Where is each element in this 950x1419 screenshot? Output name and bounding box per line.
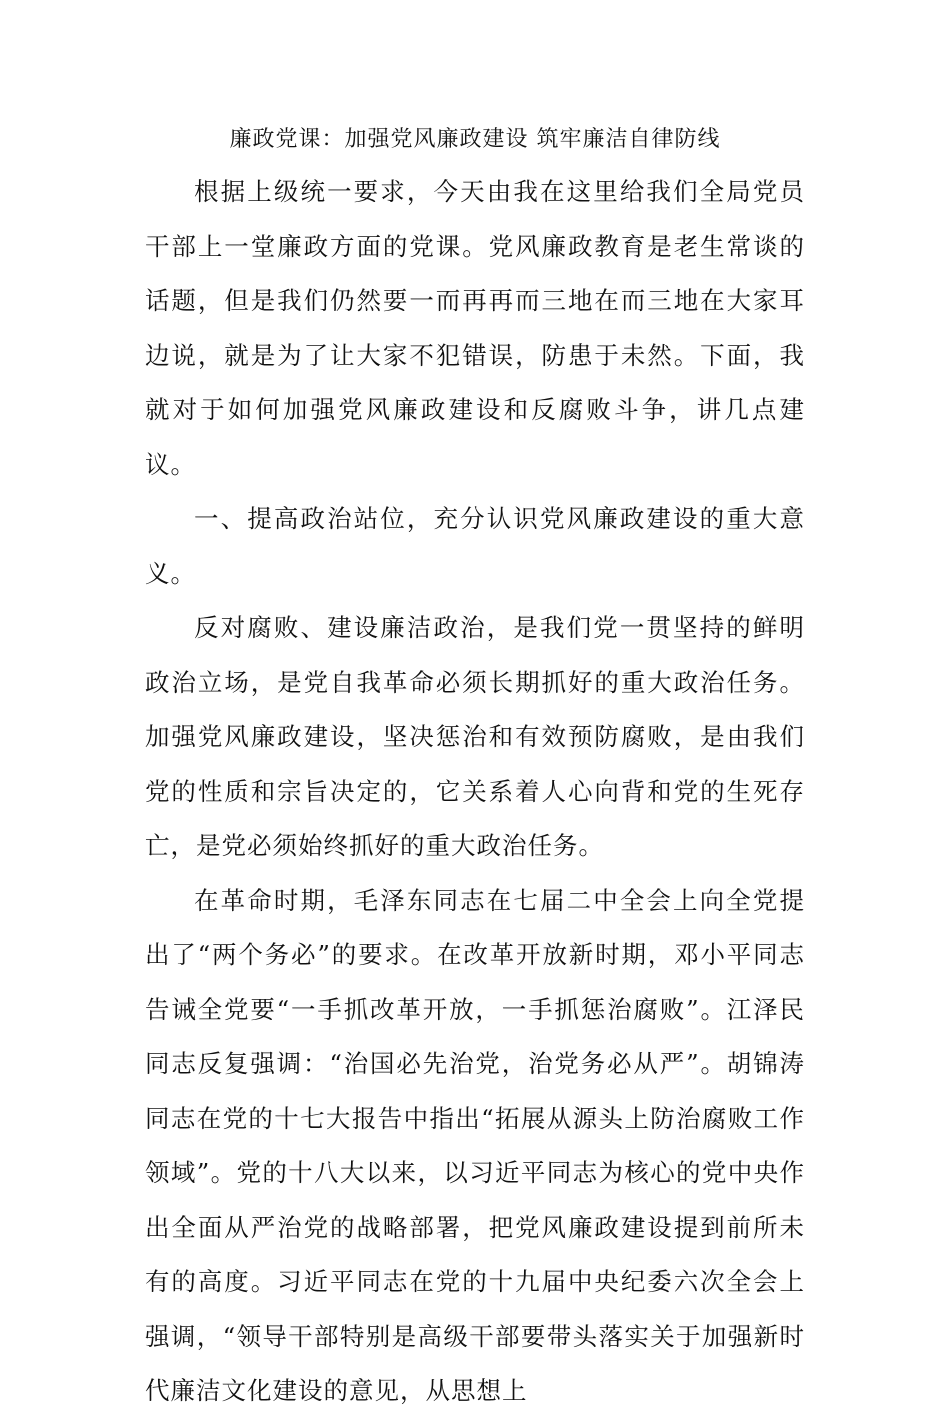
paragraph-anti-corruption: 反对腐败、建设廉洁政治，是我们党一贯坚持的鲜明政治立场，是党自我革命必须长期抓好的重大政治任务。加强党风廉政建设，坚决惩治和有效预防腐败，是由我们党的性质和宗旨决定的，它关系着人心向背和党的生死存亡，是党必须始终抓好的重大政治任务。 <box>145 613 805 860</box>
paragraph-intro: 根据上级统一要求，今天由我在这里给我们全局党员干部上一堂廉政方面的党课。党风廉政教育是老生常谈的话题，但是我们仍然要一而再再而三地在而三地在大家耳边说，就是为了让大家不犯错误，防患于未然。下面，我就对于如何加强党风廉政建设和反腐败斗争，讲几点建议。 <box>145 177 805 479</box>
document-title: 廉政党课：加强党风廉政建设 筑牢廉洁自律防线 <box>229 127 721 152</box>
document-body <box>145 120 805 1419</box>
paragraph-history: 在革命时期，毛泽东同志在七届二中全会上向全党提出了“两个务必”的要求。在改革开放新时期，邓小平同志告诫全党要“一手抓改革开放，一手抓惩治腐败”。江泽民同志反复强调：“治国必先治党，治党务必从严”。胡锦涛同志在党的十七大报告中指出“拓展从源头上防治腐败工作领域”。党的十八大以来，以习近平同志为核心的党中央作出全面从严治党的战略部署，把党风廉政建设提到前所未有的高度。习近平同志在党的十九届中央纪委六次全会上强调，“领导干部特别是高级干部要带头落实关于加强新时代廉洁文化建设的意见，从思想上 <box>145 885 805 1405</box>
section-heading-1: 一、提高政治站位，充分认识党风廉政建设的重大意义。 <box>145 504 805 588</box>
